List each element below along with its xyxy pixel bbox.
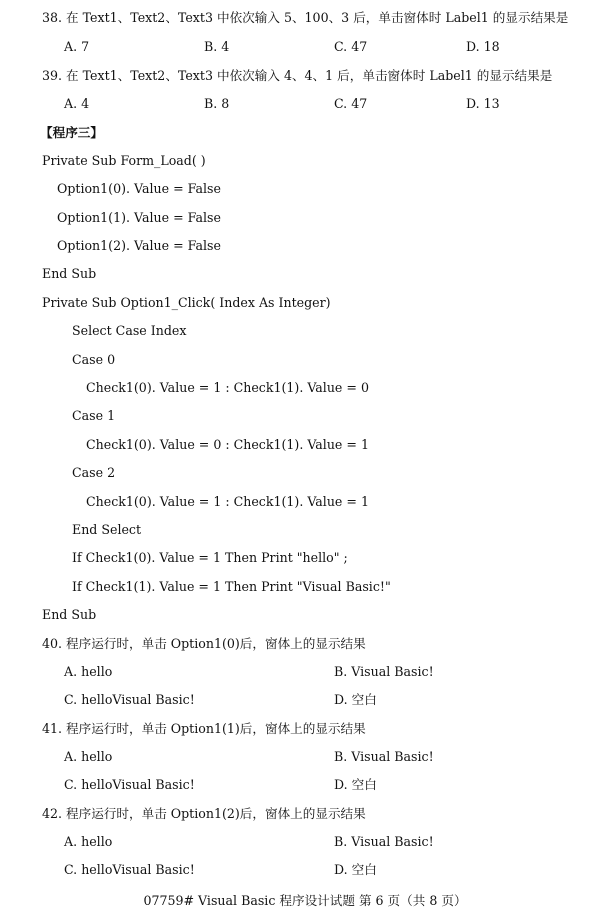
section-title: 【程序三】	[40, 125, 103, 140]
question-39-option-c: C. 47	[334, 96, 368, 111]
question-39-option-b: B. 8	[204, 96, 230, 111]
question-38-option-b: B. 4	[204, 39, 230, 54]
code-line: Select Case Index	[72, 323, 187, 338]
question-40-option-c: C. helloVisual Basic!	[64, 692, 195, 707]
question-42-option-b: B. Visual Basic!	[334, 834, 434, 849]
code-line: Option1(1). Value = False	[57, 210, 221, 225]
code-line: Check1(0). Value = 1 : Check1(1). Value = 0	[86, 380, 369, 395]
question-40-option-a: A. hello	[64, 664, 113, 679]
question-42-stem: 42. 程序运行时，单击 Option1(2)后，窗体上的显示结果	[42, 806, 366, 821]
code-line: If Check1(1). Value = 1 Then Print "Visual Basic!"	[72, 579, 391, 594]
code-line: End Select	[72, 522, 142, 537]
code-line: Private Sub Option1_Click( Index As Integer)	[42, 295, 331, 310]
code-line: If Check1(0). Value = 1 Then Print "hello" ;	[72, 550, 348, 565]
code-line: Case 1	[72, 408, 116, 423]
code-line: Check1(0). Value = 1 : Check1(1). Value = 1	[86, 494, 369, 509]
question-38-stem: 38. 在 Text1、Text2、Text3 中依次输入 5、100、3 后，单击窗体时 Label1 的显示结果是	[42, 10, 569, 25]
question-38-option-d: D. 18	[466, 39, 500, 54]
question-38-option-c: C. 47	[334, 39, 368, 54]
question-39-option-d: D. 13	[466, 96, 500, 111]
code-line: Option1(2). Value = False	[57, 238, 221, 253]
question-40-option-b: B. Visual Basic!	[334, 664, 434, 679]
code-line: Option1(0). Value = False	[57, 181, 221, 196]
code-line: End Sub	[42, 607, 97, 622]
code-line: Case 2	[72, 465, 116, 480]
code-line: Check1(0). Value = 0 : Check1(1). Value = 1	[86, 437, 369, 452]
question-38-option-a: A. 7	[64, 39, 90, 54]
question-40-stem: 40. 程序运行时，单击 Option1(0)后，窗体上的显示结果	[42, 636, 366, 651]
code-line: End Sub	[42, 266, 97, 281]
question-41-option-a: A. hello	[64, 749, 113, 764]
question-41-option-d: D. 空白	[334, 777, 377, 792]
page-footer: 07759# Visual Basic 程序设计试题 第 6 页（共 8 页）	[143, 893, 467, 908]
question-41-option-b: B. Visual Basic!	[334, 749, 434, 764]
question-39-stem: 39. 在 Text1、Text2、Text3 中依次输入 4、4、1 后，单击窗体时 Label1 的显示结果是	[42, 68, 553, 83]
question-42-option-d: D. 空白	[334, 862, 377, 877]
question-41-stem: 41. 程序运行时，单击 Option1(1)后，窗体上的显示结果	[42, 721, 366, 736]
code-line: Case 0	[72, 352, 116, 367]
question-39-option-a: A. 4	[64, 96, 90, 111]
question-42-option-a: A. hello	[64, 834, 113, 849]
question-42-option-c: C. helloVisual Basic!	[64, 862, 195, 877]
question-41-option-c: C. helloVisual Basic!	[64, 777, 195, 792]
question-40-option-d: D. 空白	[334, 692, 377, 707]
code-line: Private Sub Form_Load( )	[42, 153, 206, 168]
